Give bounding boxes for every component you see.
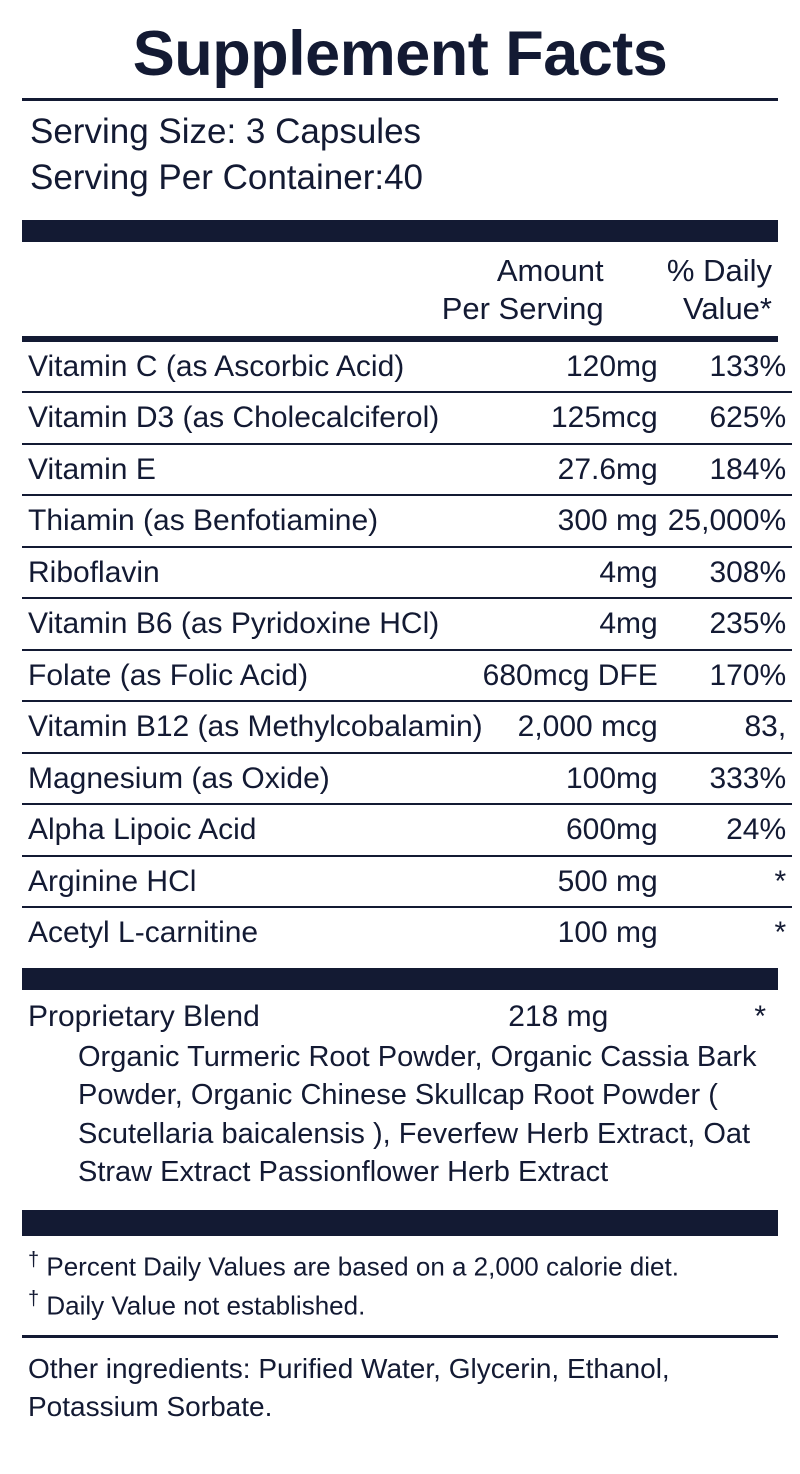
serving-info — [22, 101, 778, 210]
amount-column-header — [385, 242, 612, 336]
nutrient-name: Vitamin B12 (as Methylcobalamin) — [22, 701, 483, 753]
dagger-marker: † — [28, 1288, 40, 1311]
blend-name: Proprietary Blend — [28, 999, 260, 1033]
nutrient-daily-value: 235% — [668, 598, 792, 650]
nutrient-name: Magnesium (as Oxide) — [22, 753, 483, 805]
footnote-text: Percent Daily Values are based on a 2,000 calorie diet. — [46, 1251, 679, 1282]
table-row — [22, 598, 792, 650]
nutrient-amount: 27.6mg — [483, 444, 668, 496]
dagger-marker: † — [28, 1248, 40, 1271]
nutrient-daily-value: 24% — [668, 804, 792, 856]
nutrient-amount: 100 mg — [483, 907, 668, 958]
nutrient-name: Alpha Lipoic Acid — [22, 804, 483, 856]
nutrient-amount: 4mg — [483, 547, 668, 599]
table-row — [22, 804, 792, 856]
serving-size: Serving Size: 3 Capsules — [30, 112, 422, 152]
table-row — [22, 753, 792, 805]
table-row — [22, 547, 792, 599]
nutrient-daily-value: 170% — [668, 650, 792, 702]
nutrient-daily-value: 333% — [668, 753, 792, 805]
daily-value-column-header — [612, 242, 778, 336]
blend-daily-value: * — [754, 999, 766, 1033]
nutrient-name: Acetyl L-carnitine — [22, 907, 483, 958]
table-row — [22, 701, 792, 753]
blend-ingredients: Organic Turmeric Root Powder, Organic Cassia Bark Powder, Organic Chinese Skullcap Root Powder ( Scutellaria baicalensis ), Feverfew Herb Extract, Oat Straw Extract Passionflower Herb Extract — [78, 1040, 757, 1189]
table-header-row — [22, 242, 778, 336]
nutrient-amount: 2,000 mcg — [483, 701, 668, 753]
amount-header-line1: Amount — [496, 253, 604, 289]
nutrient-amount: 300 mg — [483, 495, 668, 547]
table-row — [22, 650, 792, 702]
nutrient-amount: 4mg — [483, 598, 668, 650]
footer-bar — [22, 1210, 778, 1236]
nutrient-daily-value: * — [668, 907, 792, 958]
footnote-item — [28, 1246, 772, 1286]
nutrient-amount: 100mg — [483, 753, 668, 805]
nutrient-column-header — [22, 242, 385, 336]
nutrient-daily-value: 625% — [668, 392, 792, 444]
blend-amount: 218 mg — [508, 999, 609, 1033]
nutrient-daily-value: 83, — [668, 701, 792, 753]
nutrient-name: Riboflavin — [22, 547, 483, 599]
blend-separator-bar — [22, 968, 778, 990]
nutrient-amount: 125mcg — [483, 392, 668, 444]
nutrient-rows-table — [22, 342, 792, 958]
nutrient-daily-value: 133% — [709, 349, 787, 383]
table-row — [22, 444, 792, 496]
nutrient-amount: 680mcg DFE — [483, 650, 668, 702]
nutrition-table — [22, 242, 778, 336]
proprietary-blend-row — [22, 990, 778, 1036]
nutrient-daily-value: * — [668, 856, 792, 908]
nutrient-name: Vitamin B6 (as Pyridoxine HCl) — [22, 598, 483, 650]
footnotes — [22, 1236, 778, 1335]
nutrient-amount: 500 mg — [483, 856, 668, 908]
servings-per-container: Serving Per Container:40 — [30, 157, 423, 197]
nutrient-name: Vitamin E — [22, 444, 483, 496]
footnote-item — [28, 1285, 772, 1325]
header-bar — [22, 220, 778, 242]
other-ingredients: Other ingredients: Purified Water, Glycerin, Ethanol, Potassium Sorbate. — [28, 1353, 670, 1422]
nutrient-name: Vitamin C (as Ascorbic Acid) — [28, 349, 405, 383]
table-row — [22, 392, 792, 444]
nutrient-daily-value: 184% — [668, 444, 792, 496]
table-row — [22, 907, 792, 958]
nutrient-name: Arginine HCl — [22, 856, 483, 908]
nutrient-amount: 120mg — [566, 349, 658, 383]
amount-header-line2: Per Serving — [441, 290, 604, 326]
nutrient-name: Folate (as Folic Acid) — [22, 650, 483, 702]
footnote-text: Daily Value not established. — [46, 1291, 366, 1322]
nutrient-daily-value: 308% — [668, 547, 792, 599]
nutrient-daily-value: 25,000% — [668, 495, 792, 547]
page-title: Supplement Facts — [132, 19, 668, 89]
nutrient-name: Vitamin D3 (as Cholecalciferol) — [22, 392, 483, 444]
table-row — [22, 856, 792, 908]
table-row — [22, 495, 792, 547]
table-row — [22, 342, 792, 393]
nutrient-amount: 600mg — [483, 804, 668, 856]
dv-header-line1: % Daily — [666, 253, 772, 289]
dv-header-line2: Value* — [682, 290, 772, 326]
nutrient-name: Thiamin (as Benfotiamine) — [22, 495, 483, 547]
